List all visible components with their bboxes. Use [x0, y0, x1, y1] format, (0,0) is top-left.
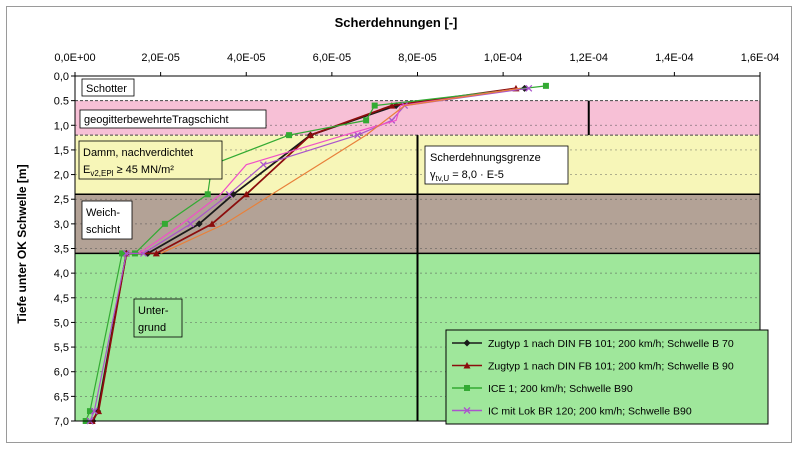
y-tick-label-1: 0.5 [53, 95, 69, 108]
y-tick-label-6: 3,0 [53, 218, 69, 231]
y-tick-label-3: 1,5 [53, 144, 69, 157]
unter-label-line2: grund [138, 322, 167, 334]
x-tick-label-6: 1,2E-04 [569, 52, 609, 64]
x-tick-label-4: 8,0E-05 [398, 52, 437, 64]
weich-label-line1: Weich- [86, 207, 121, 219]
x-tick-label-8: 1,6E-04 [740, 52, 780, 64]
data-point-2-0 [543, 83, 549, 89]
tragschicht-label: geogitterbewehrteTragschicht [84, 114, 229, 126]
y-tick-label-9: 4,5 [53, 292, 69, 305]
legend-swatch-marker-2 [464, 385, 470, 391]
limit-gamma: γ [430, 169, 436, 181]
limit-rest: = 8,0 · E-5 [449, 169, 504, 181]
x-tick-label-7: 1,4E-04 [655, 52, 694, 64]
x-tick-label-5: 1,0E-04 [483, 52, 523, 64]
legend [446, 330, 768, 424]
data-point-2-6 [162, 221, 168, 227]
schotter-label: Schotter [86, 83, 127, 95]
damm-rest: ≥ 45 MN/m² [113, 164, 174, 176]
legend-entry-0: Zugtyp 1 nach DIN FB 101; 200 km/h; Schwelle B 70 [488, 338, 734, 350]
x-tick-label-2: 4,0E-05 [226, 52, 266, 64]
y-axis-label: Tiefe unter OK Schwelle [m] [15, 164, 29, 324]
legend-entry-1: Zugtyp 1 nach DIN FB 101; 200 km/h; Schwelle B 90 [488, 360, 734, 373]
limit-label-line1: Scherdehnungsgrenze [430, 152, 541, 164]
y-tick-label-5: 2,5 [53, 194, 69, 207]
y-tick-label-11: 5,5 [53, 342, 69, 355]
data-point-2-2 [363, 117, 369, 123]
data-point-2-5 [205, 191, 211, 197]
damm-e: E [83, 164, 91, 176]
x-tick-label-1: 2,0E-05 [141, 52, 180, 64]
damm-sub: v2,EPl [90, 169, 114, 178]
chart-title: Scherdehnungen [-] [334, 15, 458, 30]
y-tick-label-13: 6,5 [53, 391, 69, 404]
y-tick-label-14: 7,0 [53, 416, 69, 428]
weich-label-line2: schicht [86, 224, 121, 236]
y-tick-label-2: 1,0 [53, 120, 69, 133]
data-point-2-3 [286, 132, 292, 138]
unter-label-line1: Unter- [138, 305, 169, 317]
damm-label-line1: Damm, nachverdichtet [83, 147, 194, 159]
y-tick-label-10: 5,0 [53, 317, 69, 330]
y-tick-label-4: 2,0 [53, 169, 69, 182]
layer-band-0 [75, 76, 760, 101]
data-point-2-1 [372, 103, 378, 109]
x-tick-label-0: 0,0E+00 [54, 52, 96, 64]
legend-entry-2: ICE 1; 200 km/h; Schwelle B90 [488, 383, 633, 395]
y-tick-label-0: 0,0 [53, 71, 69, 83]
y-tick-label-12: 6,0 [53, 366, 69, 379]
legend-entry-3: IC mit Lok BR 120; 200 km/h; Schwelle B90 [488, 405, 692, 418]
limit-sub: tv,U [435, 174, 450, 183]
y-tick-label-7: 3,5 [53, 243, 69, 256]
x-tick-label-3: 6,0E-05 [312, 52, 352, 64]
y-tick-label-8: 4,0 [53, 268, 69, 281]
